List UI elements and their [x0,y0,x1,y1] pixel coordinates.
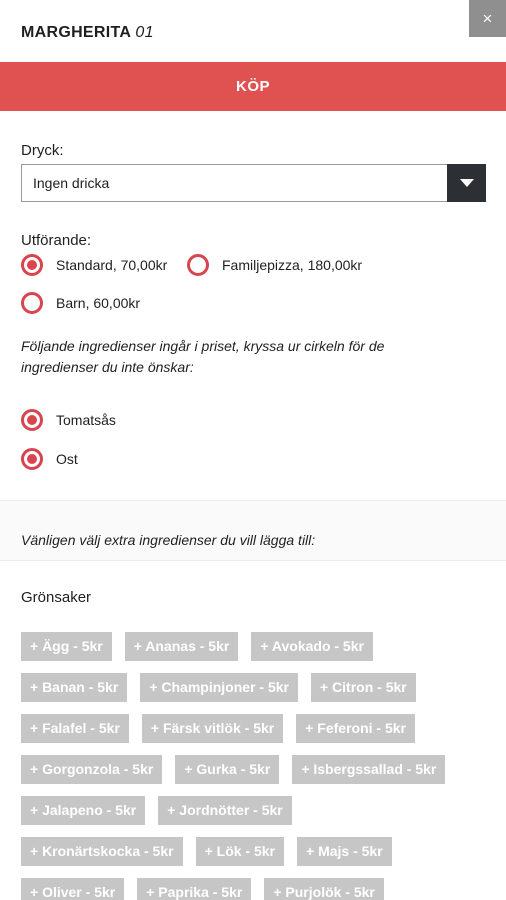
extra-chip[interactable]: + Ananas - 5kr [125,632,239,661]
chip-row [21,837,496,866]
variant-option-label: Standard, 70,00kr [56,257,168,273]
chip-row [21,878,496,900]
radio-icon[interactable] [187,254,209,276]
category-title: Grönsaker [21,589,92,606]
included-item-label: Ost [56,451,78,467]
extra-chip[interactable]: + Feferoni - 5kr [296,714,415,743]
extra-chip[interactable]: + Avokado - 5kr [251,632,373,661]
extra-chip[interactable]: + Purjolök - 5kr [264,878,384,900]
extra-chip[interactable]: + Citron - 5kr [311,673,416,702]
modal-header [0,0,506,62]
extra-chip[interactable]: + Gurka - 5kr [175,755,279,784]
variant-option-standard[interactable] [21,254,167,276]
extra-chip[interactable]: + Kronärtskocka - 5kr [21,837,183,866]
product-title [21,24,154,42]
included-item-cheese[interactable] [21,448,78,470]
extra-chip[interactable]: + Isbergssallad - 5kr [292,755,445,784]
extra-chip[interactable]: + Paprika - 5kr [137,878,251,900]
included-note-line: ingredienser du inte önskar: [21,359,194,375]
included-item-tomato[interactable] [21,409,116,431]
variant-option-label: Familjepizza, 180,00kr [222,257,363,273]
chip-row [21,796,496,825]
divider [0,560,506,561]
extra-chip[interactable]: + Gorgonzola - 5kr [21,755,162,784]
variant-option-family[interactable] [187,254,362,276]
extra-chip[interactable]: + Ägg - 5kr [21,632,112,661]
close-icon[interactable]: × [469,0,506,37]
extra-chip[interactable]: + Jordnötter - 5kr [158,796,292,825]
chip-row [21,714,496,743]
checked-circle-icon[interactable] [21,448,43,470]
chip-row [21,673,496,702]
chevron-down-icon[interactable] [447,164,486,202]
product-number: 01 [135,24,154,41]
extra-chip[interactable]: + Falafel - 5kr [21,714,129,743]
variant-option-label: Barn, 60,00kr [56,295,141,311]
extra-chip[interactable]: + Banan - 5kr [21,673,127,702]
chip-row [21,632,496,661]
extra-chip[interactable]: + Färsk vitlök - 5kr [142,714,283,743]
included-item-label: Tomatsås [56,412,116,428]
extra-chip[interactable]: + Champinjoner - 5kr [140,673,298,702]
included-note [21,336,384,378]
included-note-line: Följande ingredienser ingår i priset, kryssa ur cirkeln för de [21,338,385,354]
radio-icon[interactable] [21,292,43,314]
drink-select-value: Ingen dricka [33,175,110,191]
extras-note: Vänligen välj extra ingredienser du vill lägga till: [21,532,316,548]
variant-option-child[interactable] [21,292,140,314]
extra-chip[interactable]: + Oliver - 5kr [21,878,124,900]
extra-chip[interactable]: + Jalapeno - 5kr [21,796,145,825]
extra-chip[interactable]: + Majs - 5kr [297,837,392,866]
radio-icon[interactable] [21,254,43,276]
drink-label: Dryck: [21,142,64,159]
drink-select[interactable] [21,164,486,202]
checked-circle-icon[interactable] [21,409,43,431]
chip-row [21,755,496,784]
buy-button[interactable]: KÖP [0,62,506,111]
product-name: MARGHERITA [21,24,131,41]
variant-label: Utförande: [21,232,92,249]
extra-chip[interactable]: + Lök - 5kr [196,837,284,866]
extras-chip-list [21,632,496,900]
